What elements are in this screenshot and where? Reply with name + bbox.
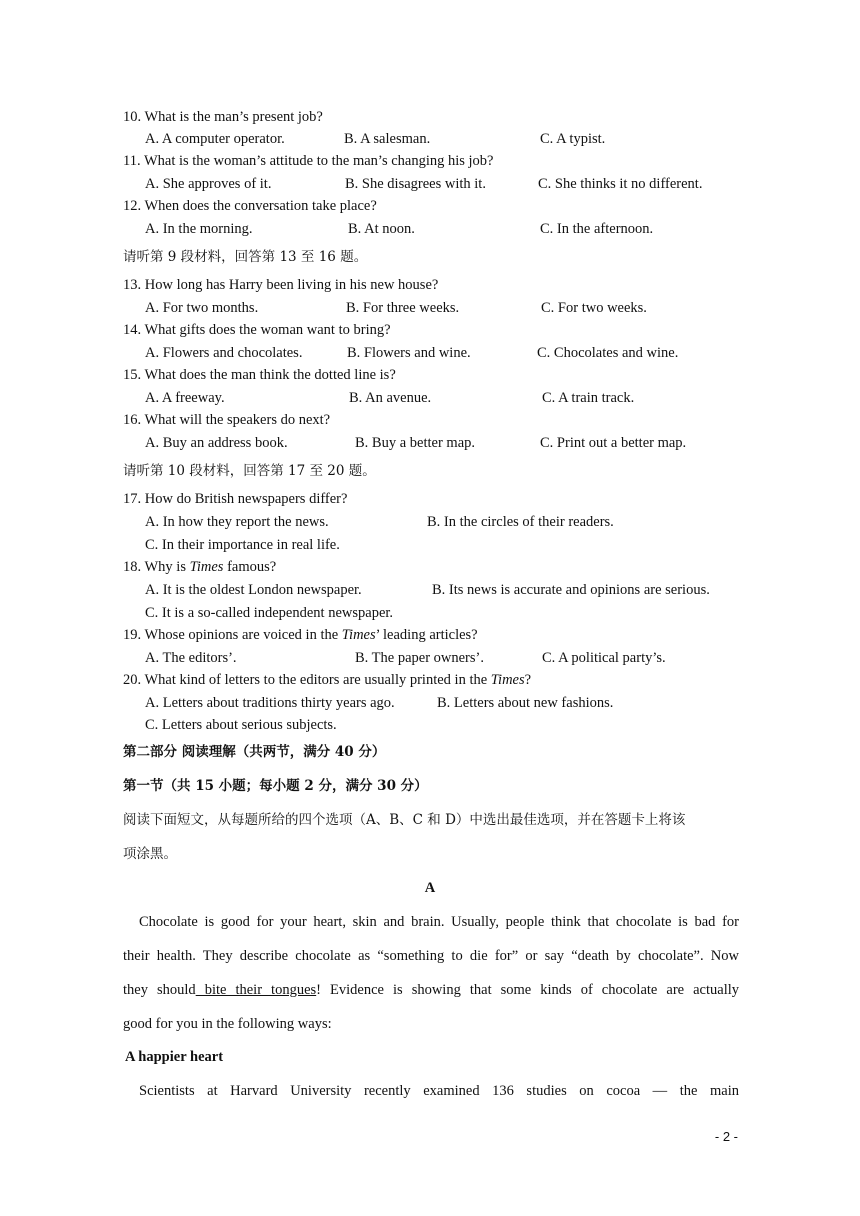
reading-instructions-line-1: 阅读下面短文，从每题所给的四个选项（A、B、C 和 D）中选出最佳选项，并在答题卡上将该 [123,812,686,828]
question-13: 13. How long has Harry been living in his new house? [123,277,439,293]
option-19c: C. A political party’s. [542,650,666,666]
passage-line-3 [123,981,739,999]
page-number: - 2 - [714,1129,738,1144]
option-12a: A. In the morning. [145,221,253,237]
option-16a: A. Buy an address book. [145,435,288,451]
option-17b: B. In the circles of their readers. [427,514,614,530]
question-17: 17. How do British newspapers differ? [123,491,348,507]
question-18 [123,558,276,576]
passage-line-3-start: they should [123,982,196,998]
option-14b: B. Flowers and wine. [347,345,471,361]
option-20b: B. Letters about new fashions. [437,695,614,711]
question-15: 15. What does the man think the dotted line is? [123,367,396,383]
option-14c: C. Chocolates and wine. [537,345,679,361]
option-17c: C. In their importance in real life. [145,537,340,553]
option-10a: A. A computer operator. [145,131,285,147]
section-10-instruction: 请听第 10 段材料，回答第 17 至 20 题。 [123,463,376,479]
option-11b: B. She disagrees with it. [345,176,486,192]
question-18-times: Times [189,559,224,575]
question-19 [123,626,478,644]
passage-label: A [424,880,436,896]
question-19-text: 19. Whose opinions are voiced in the [123,627,342,643]
option-18c: C. It is a so-called independent newspaper. [145,605,394,621]
section-9-instruction: 请听第 9 段材料，回答第 13 至 16 题。 [123,249,368,265]
question-18-text-end: famous? [223,559,277,575]
passage-line-4: good for you in the following ways: [123,1016,332,1032]
passage-line-5: Scientists at Harvard University recently examined 136 studies on cocoa — the main [139,1083,739,1099]
option-13a: A. For two months. [145,300,259,316]
option-13b: B. For three weeks. [346,300,460,316]
question-16: 16. What will the speakers do next? [123,412,331,428]
passage-line-1: Chocolate is good for your heart, skin and brain. Usually, people think that chocolate is bad for [139,914,739,930]
question-19-text-end: ’ leading articles? [375,627,478,643]
option-18a: A. It is the oldest London newspaper. [145,582,362,598]
option-17a: A. In how they report the news. [145,514,329,530]
question-10: 10. What is the man’s present job? [123,109,323,125]
section-1-title: 第一节（共 15 小题；每小题 2 分，满分 30 分） [123,778,428,794]
question-12: 12. When does the conversation take place? [123,198,377,214]
option-15b: B. An avenue. [349,390,432,406]
option-18b: B. Its news is accurate and opinions are serious. [432,582,710,598]
option-11c: C. She thinks it no different. [538,176,703,192]
option-19a: A. The editors’. [145,650,237,666]
question-20-times: Times [490,672,525,688]
option-12c: C. In the afternoon. [540,221,654,237]
passage-heading: A happier heart [125,1049,224,1065]
underlined-phrase: bite their tongues [195,982,317,998]
option-20a: A. Letters about traditions thirty years ago. [145,695,395,711]
question-20 [123,671,531,689]
option-19b: B. The paper owners’. [355,650,484,666]
question-20-text-end: ? [524,672,532,688]
question-14: 14. What gifts does the woman want to bring? [123,322,391,338]
option-16b: B. Buy a better map. [355,435,476,451]
part-2-title: 第二部分 阅读理解（共两节，满分 40 分） [123,744,386,760]
option-10b: B. A salesman. [344,131,431,147]
option-11a: A. She approves of it. [145,176,272,192]
passage-line-2: their health. They describe chocolate as “something to die for” or say “death by chocolate”. Now [123,948,739,964]
option-20c: C. Letters about serious subjects. [145,717,337,733]
option-16c: C. Print out a better map. [540,435,687,451]
option-15c: C. A train track. [542,390,635,406]
option-15a: A. A freeway. [145,390,225,406]
passage-line-3-end: ! Evidence is showing that some kinds of chocolate are actually [316,982,739,998]
question-18-text: 18. Why is [123,559,190,575]
option-12b: B. At noon. [348,221,415,237]
question-11: 11. What is the woman’s attitude to the man’s changing his job? [123,153,494,169]
question-19-times: Times [341,627,376,643]
reading-instructions-line-2: 项涂黑。 [123,846,177,862]
option-14a: A. Flowers and chocolates. [145,345,303,361]
question-20-text: 20. What kind of letters to the editors are usually printed in the [123,672,491,688]
option-10c: C. A typist. [540,131,606,147]
option-13c: C. For two weeks. [541,300,647,316]
